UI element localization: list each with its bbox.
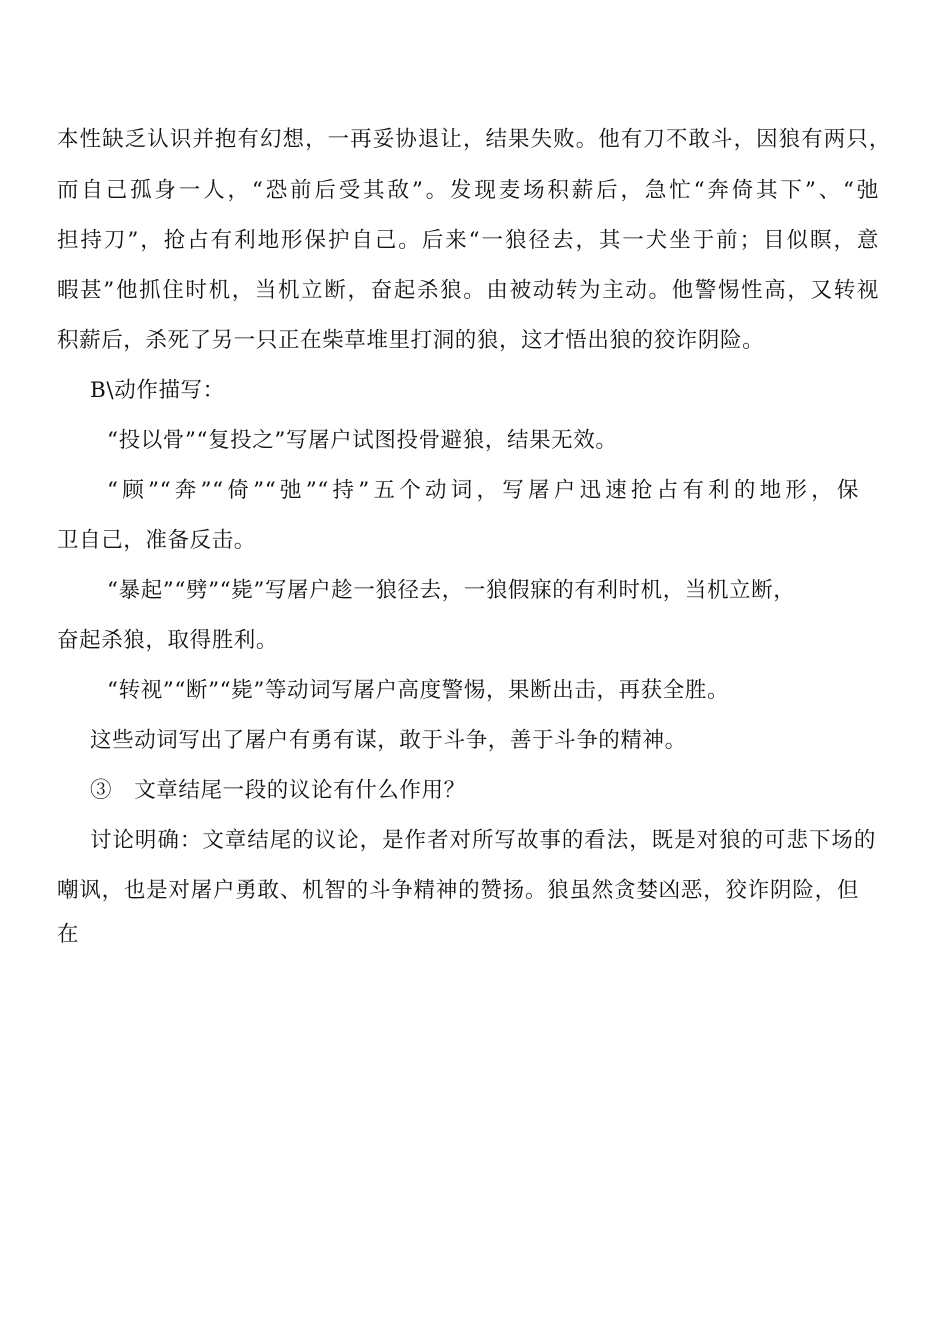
question-3: ③ 文章结尾一段的议论有什么作用？ (90, 778, 466, 803)
text-line-3: 担持刀”，抢占有利地形保护自己。后来“一狼径去，其一犬坐于前；目似瞑，意 (57, 228, 879, 253)
text-line-2: 而自己孤身一人，“恐前后受其敌”。发现麦场积薪后，急忙“奔倚其下”、“弛 (57, 178, 879, 203)
text-line-15: 讨论明确：文章结尾的议论，是作者对所写故事的看法，既是对狼的可悲下场的 (90, 828, 876, 853)
text-line-1: 本性缺乏认识并抱有幻想，一再妥协退让，结果失败。他有刀不敢斗，因狼有两只， (57, 127, 891, 152)
text-line-9: 卫自己，准备反击。 (57, 528, 256, 553)
text-line-10: “暴起”“劈”“毙”写屠户趁一狼径去，一狼假寐的有利时机，当机立断， (107, 578, 796, 603)
text-line-4: 暇甚”他抓住时机，当机立断，奋起杀狼。由被动转为主动。他警惕性高，又转视 (57, 278, 879, 303)
text-line-12: “转视”“断”“毙”等动词写屠户高度警惕，果断出击，再获全胜。 (107, 678, 730, 703)
text-line-7: “投以骨”“复投之”写屠户试图投骨避狼，结果无效。 (107, 428, 618, 453)
section-heading-action: B\动作描写： (90, 378, 225, 403)
text-line-11: 奋起杀狼，取得胜利。 (57, 628, 279, 653)
text-line-8: “顾”“奔”“倚”“弛”“持”五个动词，写屠户迅速抢占有利的地形，保 (107, 478, 859, 503)
text-line-5: 积薪后，杀死了另一只正在柴草堆里打洞的狼，这才悟出狼的狡诈阴险。 (57, 328, 765, 353)
text-line-13: 这些动词写出了屠户有勇有谋，敢于斗争，善于斗争的精神。 (90, 728, 687, 753)
text-line-17: 在 (57, 922, 80, 947)
text-line-16: 嘲讽，也是对屠户勇敢、机智的斗争精神的赞扬。狼虽然贪婪凶恶，狡诈阴险，但 (57, 878, 859, 903)
